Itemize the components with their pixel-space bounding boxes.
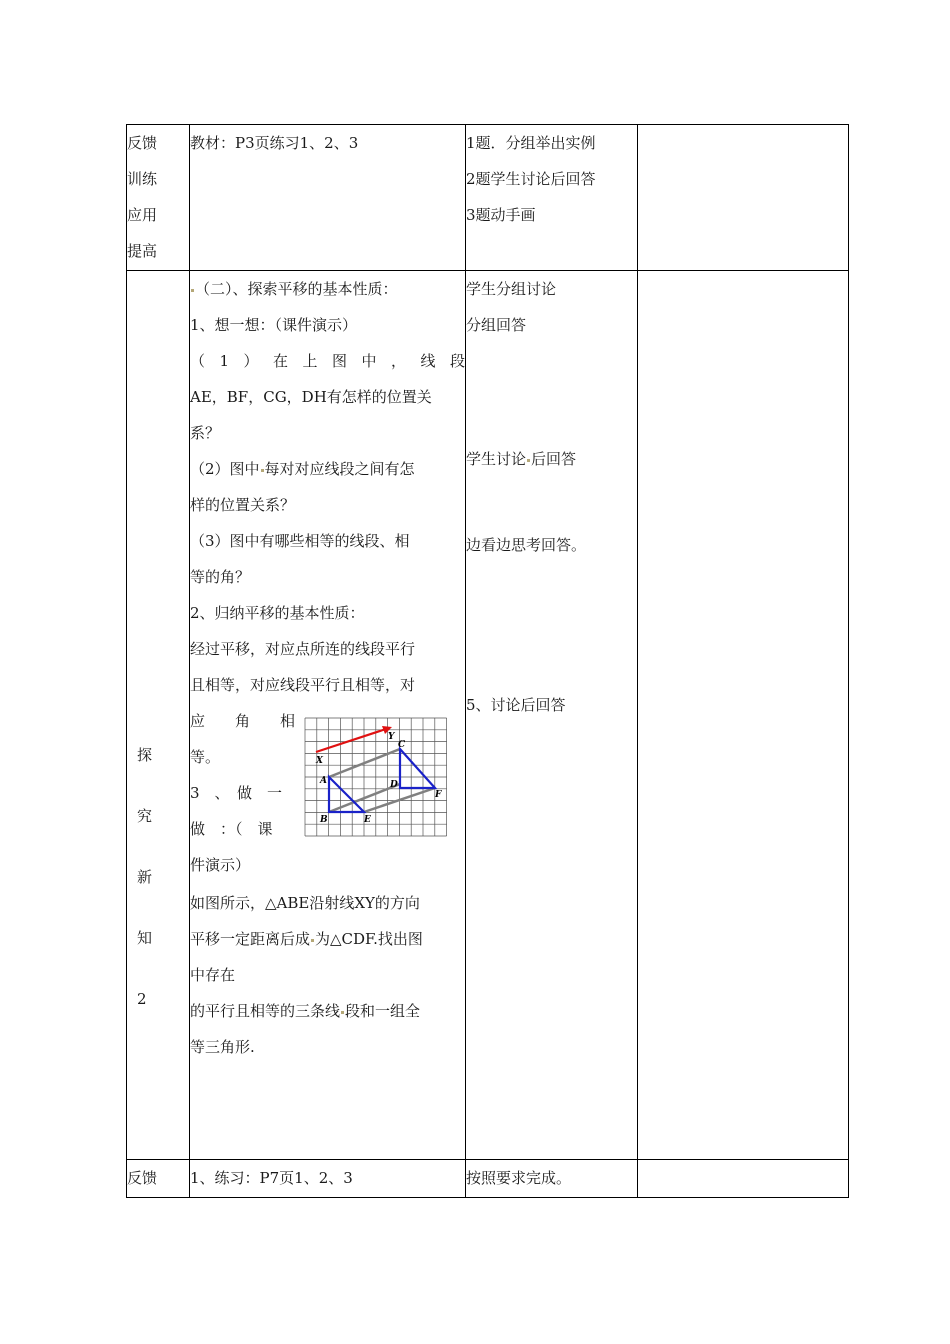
content-text: （2）图中 (190, 460, 260, 478)
notes-cell (638, 125, 849, 271)
label-C: C (398, 740, 406, 750)
spacer (466, 343, 637, 441)
row-label-char: 探 (137, 746, 153, 764)
label-Y: Y (388, 732, 395, 742)
row-label-char: 2 (137, 990, 147, 1008)
row-label-line: 应用 (127, 206, 158, 224)
content-line: 等。 (190, 748, 221, 766)
connector-lines (329, 749, 435, 812)
content-line: 1、练习：P7页1、2、3 (190, 1169, 353, 1187)
activity-cell (466, 125, 638, 271)
triangle-ABE (329, 777, 364, 812)
triangle-CDF-shape (400, 749, 435, 788)
content-line: 做 ：（ 课 (190, 820, 273, 838)
content-line: 应 角 相 (190, 712, 296, 730)
label-X: X (316, 756, 323, 766)
content-line (190, 451, 465, 487)
content-line: 样的位置关系？ (190, 496, 296, 514)
content-line: AE，BF，CG，DH有怎样的位置关 (190, 388, 432, 406)
content-line: 3 、 做 一 (190, 784, 283, 802)
artifact-dot (311, 939, 314, 942)
figure-block (190, 732, 465, 885)
activity-cell (466, 1160, 638, 1198)
content-text: 的平行且相等的三条线 (190, 1002, 341, 1020)
content-cell (190, 271, 466, 1160)
content-line (190, 271, 465, 307)
activity-line: 学生分组讨论 (466, 280, 557, 298)
content-line: 系？ (190, 424, 221, 442)
triangle-CDF (400, 749, 435, 788)
vertical-label (127, 271, 189, 1151)
content-line: （3）图中有哪些相等的线段、相 (190, 532, 410, 550)
notes-cell (638, 1160, 849, 1198)
content-text: 为△CDF.找出图 (315, 930, 423, 948)
content-line (190, 993, 465, 1029)
label-B: B (320, 815, 328, 825)
label-A: A (320, 776, 327, 786)
activity-line: 分组回答 (466, 316, 527, 334)
activity-line (466, 441, 637, 477)
content-cell (190, 1160, 466, 1198)
content-text: 段和一组全 (345, 1002, 421, 1020)
artifact-dot (261, 469, 264, 472)
label-D: D (390, 780, 398, 790)
activity-cell (466, 271, 638, 1160)
row-label-char: 知 (137, 929, 153, 947)
row-label-char: 究 (137, 807, 153, 825)
content-line: 1、想一想：（课件演示） (190, 316, 358, 334)
artifact-dot (527, 459, 530, 462)
activity-line: 2题学生讨论后回答 (466, 170, 596, 188)
row-label-char: 新 (137, 868, 153, 886)
activity-line: 3题动手画 (466, 206, 536, 224)
content-cell (190, 125, 466, 271)
content-line: 如图所示，△ABE沿射线XY的方向 (190, 894, 420, 912)
figure-side-text (190, 739, 300, 883)
spacer (466, 477, 637, 527)
content-line: （1）在上图中，线段 (190, 352, 465, 370)
activity-line: 5、讨论后回答 (466, 696, 566, 714)
content-line: 经过平移，对应点所连的线段平行 (190, 640, 416, 658)
table-row-feedback (127, 1160, 849, 1198)
content-line: 等三角形. (190, 1038, 255, 1056)
row-label-line: 训练 (127, 170, 158, 188)
triangle-ABE-shape (329, 777, 364, 812)
activity-text: 学生讨论 (466, 450, 527, 468)
row-label-line: 提高 (127, 242, 158, 260)
row-label-cell (127, 125, 190, 271)
content-line: 件演示） (190, 856, 251, 874)
content-line: 2、归纳平移的基本性质： (190, 604, 365, 622)
content-line (190, 921, 465, 957)
notes-cell (638, 271, 849, 1160)
content-line: 教材：P3页练习1、2、3 (190, 134, 359, 152)
row-label-line: 反馈 (127, 134, 158, 152)
label-F: F (435, 790, 442, 800)
content-line: 中存在 (190, 966, 236, 984)
row-label-line: 反馈 (127, 1169, 158, 1187)
translation-grid-figure (304, 717, 448, 839)
artifact-dot (191, 289, 194, 292)
content-text: （二）、探索平移的基本性质： (195, 280, 398, 298)
spacer (466, 563, 637, 687)
content-line: 等的角？ (190, 568, 251, 586)
content-line: 且相等，对应线段平行且相等，对 (190, 676, 416, 694)
table-row-explore (127, 271, 849, 1160)
row-label-cell (127, 1160, 190, 1198)
activity-line: 边看边思考回答。 (466, 536, 587, 554)
content-text: 每对对应线段之间有怎 (264, 460, 415, 478)
lesson-plan-table (126, 124, 849, 1198)
row-label-cell (127, 271, 190, 1160)
table-row-feedback-practice (127, 125, 849, 271)
activity-line: 1题．分组举出实例 (466, 134, 596, 152)
content-text: 平移一定距离后成 (190, 930, 311, 948)
activity-text: 后回答 (531, 450, 577, 468)
label-E: E (364, 815, 371, 825)
activity-line: 按照要求完成。 (466, 1169, 572, 1187)
artifact-dot (341, 1011, 344, 1014)
